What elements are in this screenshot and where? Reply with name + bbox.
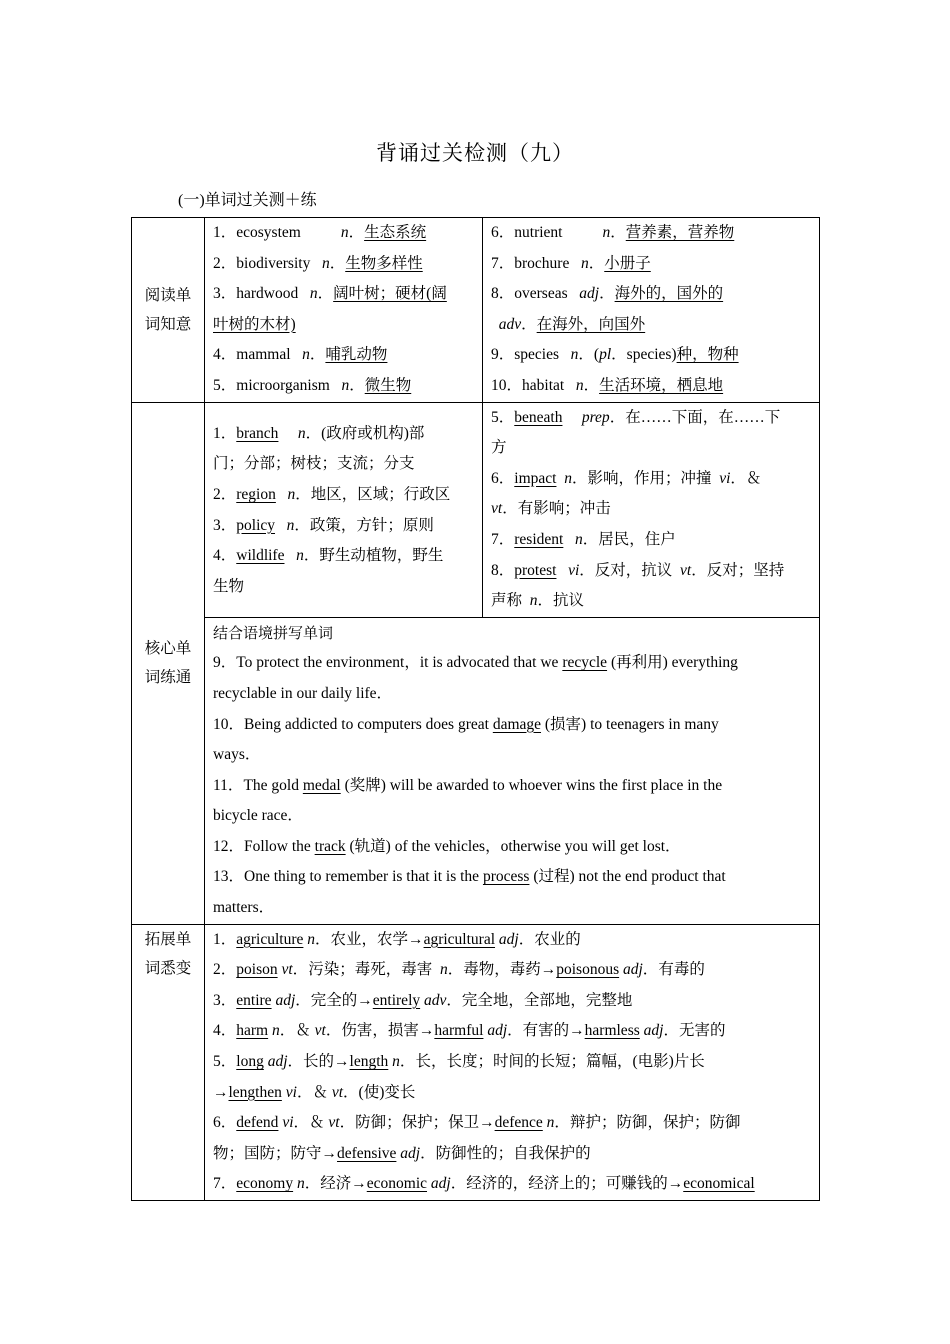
extend-label: 拓展单 词悉变 bbox=[132, 924, 205, 1200]
list-item: 6．impact n．影响，作用；冲撞 vi．＆ bbox=[491, 469, 762, 487]
extend-row bbox=[132, 924, 820, 1200]
list-item: 6．defend vi．＆ vt．防御；保护；保卫→defence n．辩护；防御，保护；防御 bbox=[213, 1114, 741, 1132]
list-item-continued: 叶树的木材) bbox=[213, 315, 296, 333]
list-item: 1．ecosystem n．生态系统 bbox=[213, 224, 427, 241]
sentence-item: 13．One thing to remember is that it is the process (过程) not the end product that bbox=[213, 868, 726, 886]
list-item: 7．resident n．居民，住户 bbox=[491, 530, 676, 548]
sentence-item: 10．Being addicted to computers does great damage (损害) to teenagers in many bbox=[213, 715, 719, 733]
list-item: 8．protest vi．反对，抗议 vt．反对；坚持 bbox=[491, 561, 785, 579]
core-row bbox=[132, 402, 820, 617]
core-label: 核心单 词练通 bbox=[132, 402, 205, 924]
list-item: 5．microorganism n．微生物 bbox=[213, 376, 412, 394]
list-item: 7．brochure n．小册子 bbox=[491, 254, 651, 272]
list-item: 4．harm n．＆ vt．伤害，损害→harmful adj．有害的→harmless adj．无害的 bbox=[213, 1022, 726, 1040]
sentence-item: 9．To protect the environment，it is advocated that we recycle (再利用) everything bbox=[213, 654, 738, 672]
list-item: 6．nutrient n．营养素，营养物 bbox=[491, 224, 735, 241]
vocabulary-table bbox=[131, 217, 820, 1201]
list-item: 5．long adj．长的→length n．长，长度；时间的长短；篇幅，(电影)片长 bbox=[213, 1053, 705, 1071]
core-left-cell: 1．branch n．(政府或机构)部 门；分部；树枝；支流；分支 2．region n．地区，区域；行政区 3．policy n．政策，方针；原则 4．wildlife n．野生动植物，野生 生物 bbox=[205, 402, 483, 617]
list-item: 3．hardwood n．阔叶树；硬材(阔 bbox=[213, 285, 447, 303]
list-item: 2．region n．地区，区域；行政区 bbox=[213, 486, 451, 504]
list-item: 8．overseas adj．海外的，国外的 bbox=[491, 285, 724, 303]
reading-row bbox=[132, 218, 820, 403]
list-item: 2．poison vt．污染；毒死，毒害 n．毒物，毒药→poisonous adj．有毒的 bbox=[213, 961, 705, 979]
list-item: 7．economy n．经济→economic adj．经济的，经济上的；可赚钱的→economical bbox=[213, 1175, 755, 1193]
list-item: 2．biodiversity n．生物多样性 bbox=[213, 254, 423, 272]
core-right-cell: 5．beneath prep．在……下面，在……下 方 6．impact n．影响，作用；冲撞 vi．＆ vt．有影响；冲击 7．resident n．居民，住户 8．protest vi．反对，抗议 vt．反对；坚持 声称 n．抗议 bbox=[483, 402, 820, 617]
reading-label: 阅读单 词知意 bbox=[132, 218, 205, 403]
list-item: 3．entire adj．完全的→entirely adv．完全地，全部地，完整地 bbox=[213, 991, 633, 1009]
reading-right-cell bbox=[483, 218, 820, 403]
section-subtitle: (一)单词过关测＋练 bbox=[178, 192, 317, 209]
list-item: 10．habitat n．生活环境，栖息地 bbox=[491, 376, 724, 394]
reading-left-cell bbox=[205, 218, 483, 403]
spelling-row bbox=[132, 617, 820, 924]
list-item: 9．species n．(pl．species)种，物种 bbox=[491, 346, 739, 364]
spelling-cell: 结合语境拼写单词 9．To protect the environment，it is advocated that we recycle (再利用) everything recyclable in our daily life． 10．Being addicted to computers does great damage (损害) to teenagers in many ways． 11．The gold medal (奖牌) will be awarded to whoever wins the first place in the bicycle race． 12．Follow the track (轨道) of the vehicles，otherwise you will get lost． 13．One thing to remember is that it is the process (过程) not the end product that matters． bbox=[205, 617, 820, 924]
list-item: 4．mammal n．哺乳动物 bbox=[213, 346, 388, 364]
spelling-header: 结合语境拼写单词 bbox=[213, 623, 334, 642]
list-item-continued: adv．在海外，向国外 bbox=[498, 315, 646, 333]
sentence-item: 11．The gold medal (奖牌) will be awarded to whoever wins the first place in the bbox=[213, 776, 723, 794]
list-item: 1．agriculture n．农业，农学→agricultural adj．农业的 bbox=[213, 930, 581, 948]
page-title: 背诵过关检测（九） bbox=[376, 141, 574, 165]
list-item: 3．policy n．政策，方针；原则 bbox=[213, 516, 434, 534]
sentence-item: 12．Follow the track (轨道) of the vehicles，otherwise you will get lost． bbox=[213, 837, 681, 855]
list-item: 4．wildlife n．野生动植物，野生 bbox=[213, 547, 444, 565]
extend-cell: 1．agriculture n．农业，农学→agricultural adj．农业的 2．poison vt．污染；毒死，毒害 n．毒物，毒药→poisonous adj．有毒的 3．entire adj．完全的→entirely adv．完全地，全部地，完整地 4．harm n．＆ vt．伤害，损害→harmful adj．有害的→harmless adj．无害的 5．long adj．长的→length n．长，长度；时间的长短；篇幅，(电影)片长 →lengthen vi．＆ vt．(使)变长 6．defend vi．＆ vt．防御；保护；保卫→defence n．辩护；防御，保护；防御 物；国防；防守→defensive adj．防御性的；自我保护的 7．economy n．经济→economic adj．经济的，经济上的；可赚钱的→economical bbox=[205, 924, 820, 1200]
list-item: 5．beneath prep．在……下面，在……下 bbox=[491, 408, 781, 426]
list-item: 1．branch n．(政府或机构)部 bbox=[213, 424, 425, 442]
